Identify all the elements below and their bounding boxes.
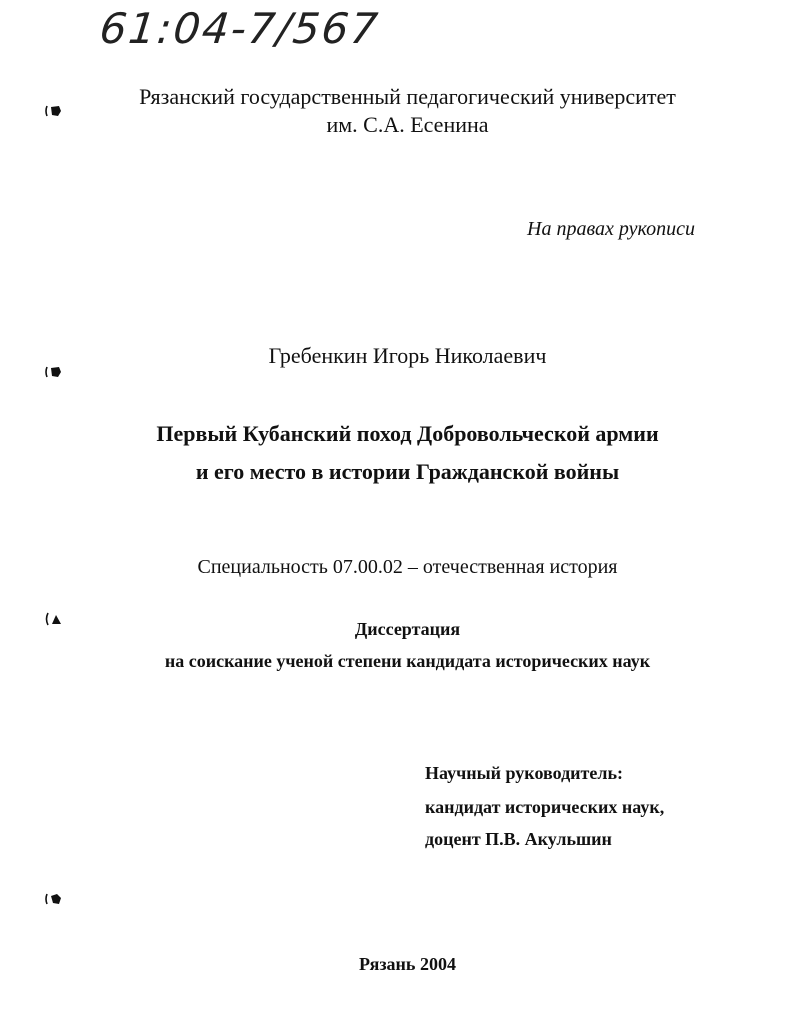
dissertation-type: Диссертация	[354, 619, 461, 639]
university-line-2: им. С.А. Есенина	[326, 112, 489, 137]
punch-hole-mark-4-icon	[45, 892, 63, 906]
title-line-1: Первый Кубанский поход Добровольческой армии	[156, 421, 659, 446]
supervisor-degree: кандидат исторических наук,	[425, 797, 665, 817]
specialty: Специальность 07.00.02 – отечественная история	[197, 556, 618, 578]
university-name	[8, 83, 799, 139]
university-line-1: Рязанский государственный педагогический университет	[139, 84, 676, 109]
city-year: Рязань 2004	[359, 954, 456, 974]
dissertation-purpose: на соискание ученой степени кандидата исторических наук	[164, 651, 651, 671]
title-line-2: и его место в истории Гражданской войны	[195, 459, 620, 484]
rights-note: На правах рукописи	[527, 218, 695, 240]
dissertation-title	[8, 415, 799, 491]
supervisor-label: Научный руководитель:	[425, 763, 623, 783]
author-name: Гребенкин Игорь Николаевич	[268, 343, 547, 368]
supervisor-name: доцент П.В. Акульшин	[425, 829, 612, 849]
handwritten-catalog-code: 61:04-7/567	[97, 4, 382, 53]
